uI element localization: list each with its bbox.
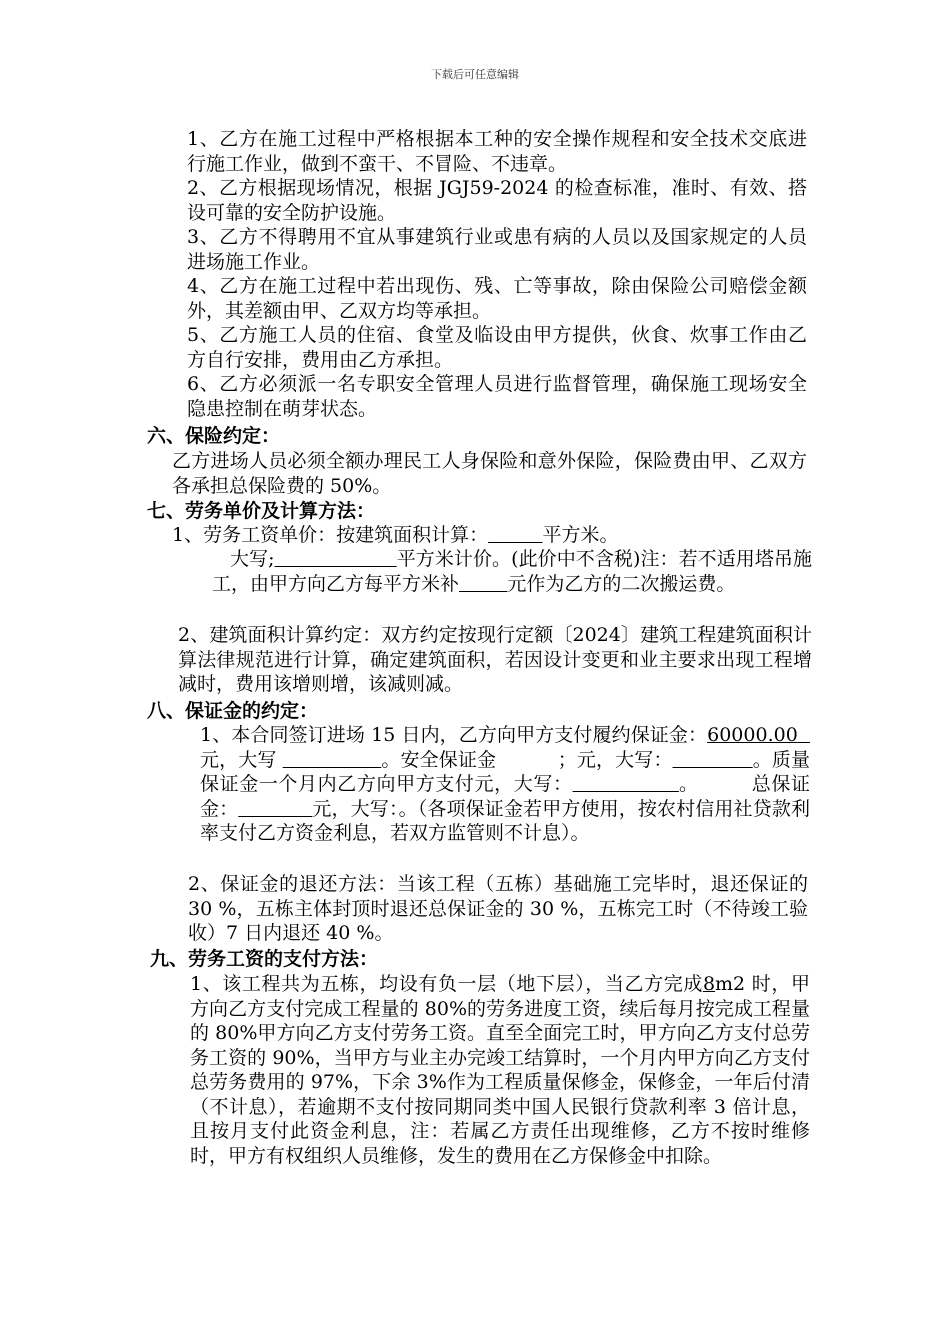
deposit-amount-pad xyxy=(798,724,810,746)
insurance-body-text: 乙方进场人员必须全额办理民工人身保险和意外保险，保险费由甲、乙双方各承担总保险费的 50%。 xyxy=(172,450,807,497)
price-words-blank xyxy=(275,548,397,570)
deposit-refund-text: 2、保证金的退还方法：当该工程（五栋）基础施工完毕时，退还保证的 30 %，五栋主体封顶时退还总保证金的 30 %，五栋完工时（不待竣工验收）7 日内退还 40 %。 xyxy=(188,873,808,944)
safety-item-1 xyxy=(187,127,807,176)
safety-item-2-text: 2、乙方根据现场情况，根据 JGJ59-2024 的检查标准，准时、有效、搭设可靠的安全防护设施。 xyxy=(187,177,807,224)
deposit-words-blank xyxy=(283,749,382,771)
price-line-1a: 1、劳务工资单价：按建筑面积计算： xyxy=(172,524,489,546)
payment-1a: 1、该工程共为五栋，均设有负一层（地下层），当乙方完成 xyxy=(190,973,703,995)
deposit-1i: 总保证金： xyxy=(200,773,810,820)
safety-item-4 xyxy=(187,274,807,323)
unit-price-blank xyxy=(488,524,542,546)
price-line-2a: 大写; xyxy=(230,548,275,570)
safety-item-3 xyxy=(187,225,807,274)
insurance-body xyxy=(172,449,807,498)
safety-item-6 xyxy=(187,372,807,421)
safety-item-5-text: 5、乙方施工人员的住宿、食堂及临设由甲方提供，伙食、炊事工作由乙方自行安排，费用由乙方承担。 xyxy=(187,324,807,371)
section-8-heading: 八、保证金的约定： xyxy=(147,700,319,722)
deposit-1g: 元，大写： xyxy=(474,773,573,795)
price-line-2b: 平方米计价。(此价中不含税)注：若不适用塔吊施工，由甲方向乙方每平方米补 xyxy=(212,548,812,595)
safety-item-3-text: 3、乙方不得聘用不宜从事建筑行业或患有病的人员以及国家规定的人员进场施工作业。 xyxy=(187,226,807,273)
safety-item-4-text: 4、乙方在施工过程中若出现伤、残、亡等事故，除由保险公司赔偿金额外，其差额由甲、乙双方均等承担。 xyxy=(187,275,807,322)
deposit-1h: 。 xyxy=(678,773,699,795)
price-line-2c: 元作为乙方的二次搬运费。 xyxy=(507,572,736,595)
area-calc-text: 2、建筑面积计算约定：双方约定按现行定额〔2024〕建筑工程建筑面积计算法律规范进行计算，确定建筑面积，若因设计变更和业主要求出现工程增减时，费用该增则增，该减则减。 xyxy=(178,624,812,695)
section-6-heading: 六、保险约定： xyxy=(147,425,281,447)
area-calc-item xyxy=(178,623,812,697)
safety-item-6-text: 6、乙方必须派一名专职安全管理人员进行监督管理，确保施工现场安全隐患控制在萌芽状态。 xyxy=(187,373,807,420)
deposit-1e: 元，大写： xyxy=(576,748,673,771)
total-amount-blank xyxy=(238,798,312,820)
payment-1u: 8 xyxy=(702,973,716,995)
quality-words-blank xyxy=(573,773,679,795)
safety-item-1-text: 1、乙方在施工过程中严格根据本工种的安全操作规程和安全技术交底进行施工作业，做到不蛮干、不冒险、不违章。 xyxy=(187,128,807,175)
deposit-1b: 元，大写 xyxy=(200,748,277,771)
page-header: 下载后可任意编辑 xyxy=(431,68,519,81)
deposit-amount: 60000.00 xyxy=(707,724,798,746)
payment-item-1 xyxy=(190,972,810,1168)
price-line-2 xyxy=(212,547,812,596)
deposit-1k: 。（各项保证金若甲方使用，按农村信用社贷款利率支付乙方资金利息，若双方监管则不计息）。 xyxy=(200,797,810,844)
payment-1b: m2 时，甲方向乙方支付完成工程量的 80%的劳务进度工资，续后每月按完成工程量的 80%甲方向乙方支付劳务工资。直至全面完工时，甲方向乙方支付总劳务工资的 90%，当甲方与业主办完竣工结算时，一个月内甲方向乙方支付总劳务费用的 97%，下余 3%作为工程质量保修金，保修金，一年后付清（不计息），若逾期不支付按同期同类中国人民银行贷款利率 3 倍计息，且按月支付此资金利息，注：若属乙方责任出现维修，乙方不按时维修时，甲方有权组织人员维修，发生的费用在乙方保修金中扣除。 xyxy=(190,973,810,1167)
section-9-heading: 九、劳务工资的支付方法： xyxy=(150,948,379,970)
deposit-1a: 1、本合同签订进场 15 日内，乙方向甲方支付履约保证金： xyxy=(200,724,708,746)
subsidy-blank xyxy=(459,573,507,595)
safety-item-5 xyxy=(187,323,807,372)
deposit-1c: 。安全保证金 xyxy=(381,748,497,771)
safety-item-2 xyxy=(187,176,807,225)
deposit-item-1 xyxy=(200,723,810,846)
safety-words-blank xyxy=(673,749,753,771)
deposit-item-2 xyxy=(188,872,808,946)
section-7-heading: 七、劳务单价及计算方法： xyxy=(147,500,376,522)
deposit-1d: ； xyxy=(557,748,577,771)
deposit-1j: 元，大写： xyxy=(312,797,399,820)
price-line-1b: 平方米。 xyxy=(542,524,619,546)
deposit-1f: 。质量保证金一个月内乙方向甲方支付 xyxy=(200,748,810,795)
price-line-1 xyxy=(172,523,812,548)
